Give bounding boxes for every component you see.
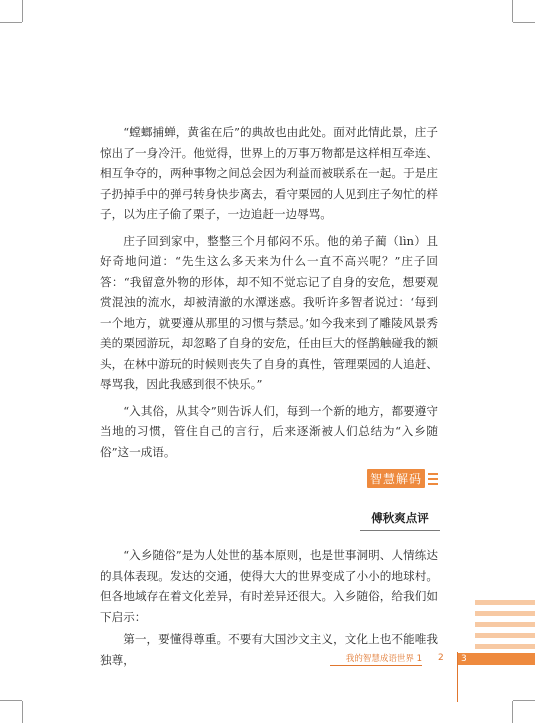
left-page-number: 2	[438, 653, 444, 663]
crop-mark	[512, 701, 513, 723]
crop-mark	[22, 701, 23, 723]
page-footer	[330, 653, 535, 667]
reviewer-name: 傅秋爽点评	[371, 511, 429, 525]
story-paragraph: 庄子回到家中，整整三个月郁闷不乐。他的弟子蔺（lìn）且好奇地问道：“先生这么多天来为什么一直不高兴呢？”庄子回答：“我留意外物的形体，却不知不觉忘记了自身的安危，想要观赏混浊的流水，却被清澈的水潭迷惑。我听许多智者说过：‘每到一个地方，就要遵从那里的习惯与禁忌。’如今我来到了雕陵风景秀美的栗园游玩，却忽略了自身的安危，任由巨大的怪鹊触碰我的额头，在林中游玩的时候则丧失了自身的真性，管理栗园的人追赶、辱骂我，因此我感到很不快乐。”	[100, 233, 438, 391]
crop-mark	[512, 0, 513, 22]
story-paragraph: “入其俗，从其令”则告诉人们，每到一个新的地方，都要遵守当地的习惯，管住自己的言行，后来逐渐被人们总结为“入乡随俗”这一成语。	[100, 403, 438, 459]
crop-mark	[22, 0, 23, 22]
reviewer-underline	[360, 530, 440, 531]
story-paragraph: “螳螂捕蝉，黄雀在后”的典故也由此处。面对此情此景，庄子惊出了一身冷汗。他觉得，世界上的万事万物都是这样相互牵连、相互争夺的，两种事物之间总会因为利益而被联系在一起。于是庄子扔掉手中的弹弓转身快步离去，看守栗园的人见到庄子匆忙的样子，以为庄子偷了栗子，一边追赶一边辱骂。	[100, 125, 438, 221]
crop-mark	[0, 700, 22, 701]
commentary-paragraph: 第一，要懂得尊重。不要有大国沙文主义，文化上也不能唯我独尊，	[100, 632, 438, 667]
footer-divider	[457, 652, 458, 702]
right-page-number: 3	[458, 653, 535, 665]
badge-decoration	[428, 473, 438, 485]
footer-book-title: 我的智慧成语世界 1	[330, 654, 422, 666]
crop-mark	[0, 22, 22, 23]
section-badge-label: 智慧解码	[367, 469, 425, 488]
story-text	[100, 122, 438, 468]
commentary-paragraph: “入乡随俗”是为人处世的基本原则，也是世事洞明、人情练达的具体表现。发达的交通，使得大大的世界变成了小小的地球村。但各地域存在着文化差异，有时差异还很大。入乡随俗，给我们如下启示：	[100, 548, 438, 624]
crop-mark	[513, 22, 535, 23]
decorative-stripes	[475, 600, 535, 649]
section-badge	[367, 469, 438, 488]
crop-mark	[513, 700, 535, 701]
